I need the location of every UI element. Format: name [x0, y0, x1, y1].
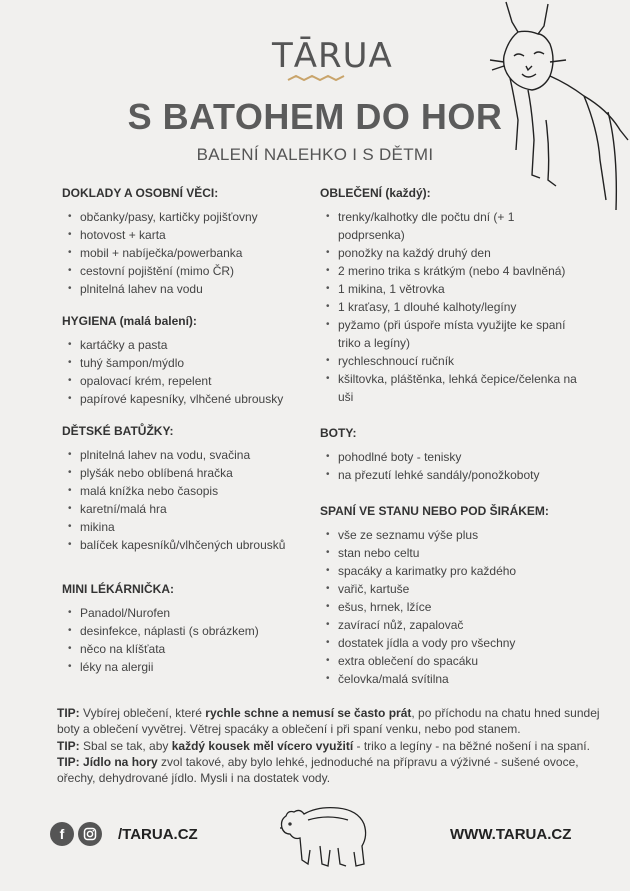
right-column — [320, 184, 580, 702]
checklist-item: • hotovost + karta — [62, 226, 312, 244]
tip-emphasis: Jídlo na hory — [83, 754, 158, 769]
website-link[interactable]: WWW.TARUA.CZ — [450, 826, 572, 843]
tip-paragraph — [57, 754, 607, 787]
section-title: HYGIENA (malá balení): — [62, 314, 197, 328]
section-title: DOKLADY A OSOBNÍ VĚCI: — [62, 186, 219, 200]
brand-logo — [272, 36, 393, 82]
checklist-item: • kartáčky a pasta — [62, 336, 312, 354]
facebook-icon[interactable]: f — [50, 822, 74, 846]
checklist — [62, 208, 312, 298]
checklist — [62, 604, 312, 676]
checklist-section — [62, 184, 312, 298]
checklist-item: • trenky/kalhotky dle počtu dní (+ 1 podprsenka) — [320, 208, 580, 244]
checklist-item: • na přezutí lehké sandály/ponožkoboty — [320, 466, 580, 484]
checklist — [320, 448, 580, 484]
checklist-item: • něco na klíšťata — [62, 640, 312, 658]
checklist-section — [320, 424, 580, 484]
checklist-item: • opalovací krém, repelent — [62, 372, 312, 390]
checklist-item: • zavírací nůž, zapalovač — [320, 616, 580, 634]
checklist-item: • 1 kraťasy, 1 dlouhé kalhoty/legíny — [320, 298, 580, 316]
page-subtitle: BALENÍ NALEHKO I S DĚTMI — [196, 145, 434, 164]
checklist-item: • ešus, hrnek, lžíce — [320, 598, 580, 616]
checklist-item: • plnitelná lahev na vodu — [62, 280, 312, 298]
section-title: DĚTSKÉ BATŮŽKY: — [62, 424, 174, 438]
tip-text: - triko a legíny - na běžné nošení i na spaní. — [353, 738, 590, 753]
section-title: OBLEČENÍ (každý): — [320, 186, 431, 200]
left-column — [62, 184, 312, 690]
checklist-item: • Panadol/Nurofen — [62, 604, 312, 622]
checklist-item: • čelovka/malá svítilna — [320, 670, 580, 688]
social-icons — [50, 822, 102, 846]
tip-label: TIP: — [57, 754, 80, 769]
tip-paragraph — [57, 705, 607, 738]
checklist-item: • cestovní pojištění (mimo ČR) — [62, 262, 312, 280]
tips-block — [57, 705, 607, 786]
checklist-item: • spacáky a karimatky pro každého — [320, 562, 580, 580]
checklist-item: • tuhý šampon/mýdlo — [62, 354, 312, 372]
checklist-item: • rychleschnoucí ručník — [320, 352, 580, 370]
checklist-item: • papírové kapesníky, vlhčené ubrousky — [62, 390, 312, 408]
checklist-item: • pyžamo (při úspoře místa využijte ke spaní triko a legíny) — [320, 316, 580, 352]
checklist-item: • karetní/malá hra — [62, 500, 312, 518]
tip-label: TIP: — [57, 738, 80, 753]
checklist-section — [320, 184, 580, 406]
checklist-item: • plnitelná lahev na vodu, svačina — [62, 446, 312, 464]
checklist-section — [62, 422, 312, 554]
bear-illustration — [278, 800, 370, 870]
checklist-item: • balíček kapesníků/vlhčených ubrousků — [62, 536, 312, 554]
checklist-item: • malá knížka nebo časopis — [62, 482, 312, 500]
tip-text: Vybírej oblečení, které — [79, 706, 206, 720]
section-title: SPANÍ VE STANU NEBO POD ŠIRÁKEM: — [320, 504, 549, 518]
social-handle[interactable]: /TARUA.CZ — [118, 826, 198, 843]
checklist-item: • vše ze seznamu výše plus — [320, 526, 580, 544]
tip-text: , po příchodu na chatu hned sundej boty a oblečení vyvětrej. Větrej spacáky a oblečení i při spaní venku, nebo pod stanem. — [57, 706, 600, 737]
tip-paragraph — [57, 738, 607, 754]
checklist-item: • ponožky na každý druhý den — [320, 244, 580, 262]
checklist-item: • mobil + nabíječka/powerbanka — [62, 244, 312, 262]
checklist — [320, 526, 580, 688]
checklist-item: • dostatek jídla a vody pro všechny — [320, 634, 580, 652]
checklist-section — [62, 312, 312, 408]
tip-text: zvol takové, aby bylo lehké, jednoduché na přípravu a výživné - sušené ovoce, ořechy, dehydrované jídlo. Mysli i na dostatek vody. — [57, 754, 579, 786]
tip-text: Sbal se tak, aby — [79, 738, 172, 753]
checklist-item: • plyšák nebo oblíbená hračka — [62, 464, 312, 482]
checklist-item: • občanky/pasy, kartičky pojišťovny — [62, 208, 312, 226]
checklist-item: • 2 merino trika s krátkým (nebo 4 bavlněná) — [320, 262, 580, 280]
instagram-icon[interactable] — [78, 822, 102, 846]
page-title: S BATOHEM DO HOR — [127, 96, 503, 137]
checklist — [62, 336, 312, 408]
tip-emphasis: každý kousek měl vícero využití — [171, 738, 354, 753]
logo-text: TĀRUA — [272, 36, 393, 76]
checklist-item: • vařič, kartuše — [320, 580, 580, 598]
section-title: BOTY: — [320, 426, 357, 440]
checklist-section — [320, 502, 580, 688]
checklist-item: • mikina — [62, 518, 312, 536]
checklist — [320, 208, 580, 406]
checklist — [62, 446, 312, 554]
checklist-item: • kšiltovka, pláštěnka, lehká čepice/čelenka na uši — [320, 370, 580, 406]
section-title: MINI LÉKÁRNIČKA: — [62, 582, 174, 596]
checklist-item: • 1 mikina, 1 větrovka — [320, 280, 580, 298]
checklist-item: • extra oblečení do spacáku — [320, 652, 580, 670]
checklist-section — [62, 580, 312, 676]
checklist-item: • desinfekce, náplasti (s obrázkem) — [62, 622, 312, 640]
checklist-item: • pohodlné boty - tenisky — [320, 448, 580, 466]
tip-label: TIP: — [57, 706, 80, 720]
tip-emphasis: rychle schne a nemusí se často prát — [205, 706, 412, 720]
checklist-item: • léky na alergii — [62, 658, 312, 676]
checklist-item: • stan nebo celtu — [320, 544, 580, 562]
